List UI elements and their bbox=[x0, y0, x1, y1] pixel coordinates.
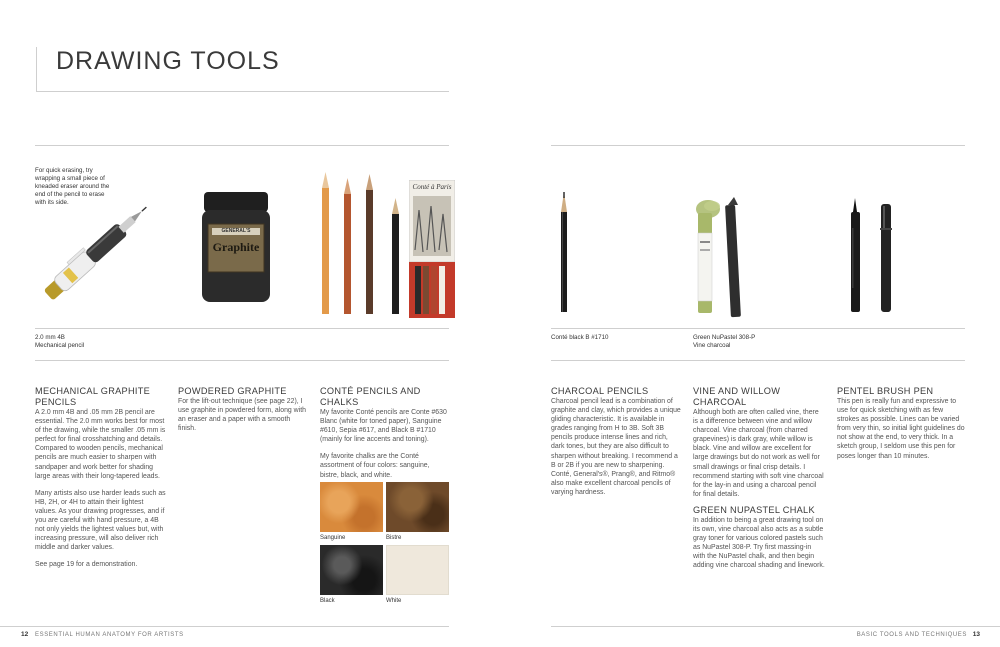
swatch-label: Sanguine bbox=[320, 535, 346, 541]
section-mechanical-graphite-pencils bbox=[35, 386, 166, 578]
swatch-bistre bbox=[386, 482, 449, 541]
caption-line: Mechanical pencil bbox=[35, 342, 85, 349]
section-heading: CHARCOAL PENCILS bbox=[551, 386, 649, 396]
caption-line: Conté black B #1710 bbox=[551, 334, 609, 341]
pentel-brush-pen-image bbox=[845, 198, 895, 314]
section-powdered-graphite bbox=[178, 386, 310, 441]
section-heading: CONTÉ PENCILS AND CHALKS bbox=[320, 386, 421, 407]
conte-chalk-box-image bbox=[409, 180, 455, 318]
title-bracket bbox=[36, 47, 37, 92]
swatch-label: Bistre bbox=[386, 535, 402, 541]
running-head-right: BASIC TOOLS AND TECHNIQUES bbox=[856, 632, 967, 638]
section-heading: VINE AND WILLOW CHARCOAL bbox=[693, 386, 781, 407]
section-paragraph: This pen is really fun and expressive to use for quick sketching with as few strokes as possible. Lines can be varied from very thin, so initial light guidelines do not show at the end, to very thick. In a sketch group, I seldom use this pen for poses longer than 10 minutes. bbox=[837, 398, 965, 460]
swatch-label: White bbox=[386, 598, 402, 604]
swatch-sample bbox=[386, 482, 449, 532]
photo-bottom-rule-right bbox=[551, 328, 965, 329]
swatch-white bbox=[386, 545, 449, 604]
section-paragraph: See page 19 for a demonstration. bbox=[35, 561, 138, 569]
mechanical-pencil-image bbox=[28, 182, 168, 317]
section-heading: GREEN NUPASTEL CHALK bbox=[693, 504, 815, 515]
section-heading: MECHANICAL GRAPHITE PENCILS bbox=[35, 386, 151, 407]
section-charcoal-pencils bbox=[551, 386, 683, 505]
erasing-tip-note: For quick erasing, try wrapping a small piece of kneaded eraser around the end of the pencil to erase with its side. bbox=[35, 167, 110, 206]
section-paragraph: For the lift-out technique (see page 22), I use graphite in powdered form, along with an eraser and a paper with a smooth finish. bbox=[178, 398, 306, 433]
page-title: DRAWING TOOLS bbox=[56, 47, 280, 75]
section-vine-and-willow-charcoal bbox=[693, 386, 825, 579]
section-heading: POWDERED GRAPHITE bbox=[178, 386, 287, 396]
page-number-left: 12 bbox=[21, 631, 29, 638]
footer-rule-right bbox=[551, 626, 1000, 627]
caption-line: Green NuPastel 308-P bbox=[693, 334, 756, 341]
powdered-graphite-jar-image bbox=[200, 190, 272, 306]
photo-top-rule-left bbox=[35, 145, 449, 146]
nupastel-and-vine-charcoal-image bbox=[690, 193, 750, 318]
title-rule bbox=[36, 91, 449, 92]
caption-line: 2.0 mm 4B bbox=[35, 334, 65, 341]
section-conte-pencils-and-chalks bbox=[320, 386, 450, 488]
nupastel-caption bbox=[693, 334, 755, 350]
photo-bottom-rule-left bbox=[35, 328, 449, 329]
jar-product-label: Graphite bbox=[212, 240, 260, 254]
photo-top-rule-right bbox=[551, 145, 965, 146]
section-paragraph: My favorite chalks are the Conté assortment of four colors: sanguine, bistre, black, and white. bbox=[320, 453, 430, 479]
text-top-rule-left bbox=[35, 360, 449, 361]
page-number-right: 13 bbox=[972, 631, 980, 638]
section-paragraph: In addition to being a great drawing tool on its own, vine charcoal also acts as a subtle gray toner for various colored pastels such as NuPastel 308-P. Try first massing-in with the NuPastel chalk, and then begin adding vine charcoal shading and linework. bbox=[693, 516, 825, 570]
section-pentel-brush-pen bbox=[837, 386, 965, 469]
section-paragraph: Many artists also use harder leads such as HB, 2H, or 4H to attain their lightest values. As your drawing progresses, and if you are careful with hand pressure, a 4B not only yields the lightest values but, with increasing pressure, will also deliver rich middle and darker values. bbox=[35, 489, 166, 552]
swatch-label: Black bbox=[320, 598, 335, 604]
section-paragraph: A 2.0 mm 4B and .05 mm 2B pencil are essential. The 2.0 mm works best for most of the drawing, while the smaller .05 mm is perfect for final crosshatching and details. Compared to wooden pencils, mechanical pencils are much easier to sharpen with sandpaper and work better for shading large areas with their long-tapered leads. bbox=[35, 409, 166, 480]
swatch-sanguine bbox=[320, 482, 383, 541]
section-heading: PENTEL BRUSH PEN bbox=[837, 386, 934, 396]
conte-pencils-image bbox=[316, 170, 406, 318]
jar-brand-label: GENERAL'S bbox=[221, 228, 251, 234]
text-top-rule-right bbox=[551, 360, 965, 361]
swatch-black bbox=[320, 545, 383, 604]
swatch-sample bbox=[320, 482, 383, 532]
caption-line: Vine charcoal bbox=[693, 342, 731, 349]
mechanical-pencil-caption bbox=[35, 334, 84, 350]
conte-black-caption bbox=[551, 334, 608, 342]
chalk-box-label: Conté à Paris bbox=[412, 183, 452, 191]
section-paragraph: Charcoal pencil lead is a combination of graphite and clay, which provides a unique gliding characteristic. It is available in grades ranging from H to 3B. Soft 3B pencils produce intense lines and rich, dark tones, but they are also difficult to sharpen without breaking. I recommend a B or 2B if you are new to sharpening. Conté, General's®, Prang®, and Ritmo® also make excellent charcoal pencils of varying hardness. bbox=[551, 398, 681, 496]
section-paragraph: My favorite Conté pencils are Conte #630 Blanc (white for toned paper), Sanguine #610, Sepia #617, and Black B #1710 (mainly for line accents and toning). bbox=[320, 409, 447, 444]
swatch-sample bbox=[386, 545, 449, 595]
swatch-sample bbox=[320, 545, 383, 595]
running-head-left: ESSENTIAL HUMAN ANATOMY FOR ARTISTS bbox=[35, 632, 184, 638]
footer-rule-left bbox=[0, 626, 449, 627]
section-paragraph: Although both are often called vine, there is a difference between vine and willow charcoal. Vine charcoal (from charred grapevines) is dark gray, while willow is black. Vine and willow are excellent for large drawings but do not work as well for small drawings or final crisp details. I recommend starting with soft vine charcoal for the lay-in and using a charcoal pencil for final details. bbox=[693, 409, 824, 498]
conte-black-pencil-image bbox=[556, 190, 572, 315]
